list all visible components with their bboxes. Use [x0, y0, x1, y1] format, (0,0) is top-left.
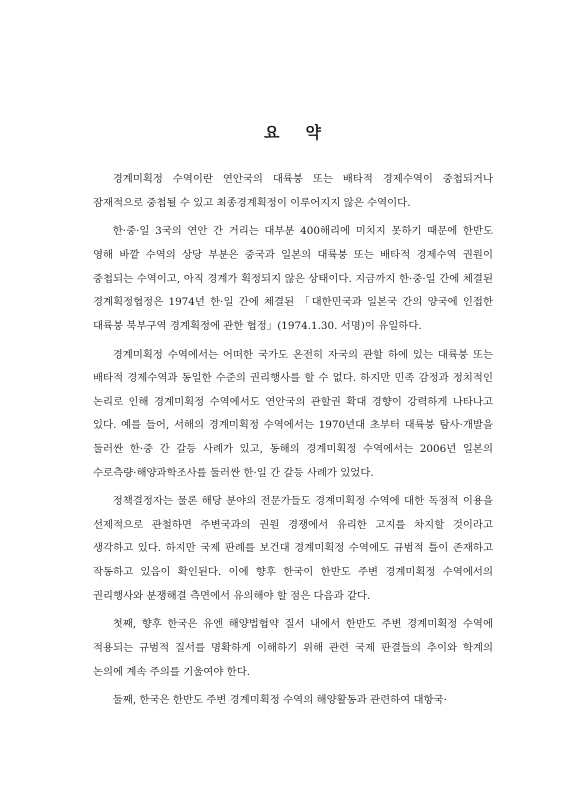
- summary-body: [93, 168, 493, 713]
- paragraph-background: 한·중·일 3국의 연안 간 거리는 대부분 400해리에 미치지 못하기 때문에 한반도 영해 바깥 수역의 상당 부분은 중국과 일본의 대륙붕 또는 배타적 경제수역 권원이 중첩되는 수역이고, 아직 경계가 획정되지 않은 상태이다. 지금까지 한·중·일 간에 체결된 경계획정협정은 1974년 한·일 간에 체결된 「대한민국과 일본국 간의 양국에 인접한 대륙붕 북부구역 경계획정에 관한 협정」(1974.1.30. 서명)이 유일하다.: [93, 225, 493, 332]
- page-title: [0, 120, 585, 143]
- paragraph-conflicts: 경계미획정 수역에서는 어떠한 국가도 온전히 자국의 관할 하에 있는 대륙붕 또는 배타적 경제수역과 동일한 수준의 권리행사를 할 수 없다. 하지만 민족 감정과 정치적인 논리로 인해 경계미획정 수역에서도 연안국의 관할권 확대 경향이 강력하게 나타나고 있다. 예를 들어, 서해의 경계미획정 수역에서는 1970년대 초부터 대륙붕 탐사·개발을 둘러싼 한·중 간 갈등 사례가 있고, 동해의 경계미획정 수역에서는 2006년 일본의 수로측량·해양과학조사를 둘러싼 한·일 간 갈등 사례가 있었다.: [93, 348, 493, 479]
- paragraph-second-point: 둘째, 한국은 한반도 주변 경계미획정 수역의 해양활동과 관련하여 대항국·: [112, 694, 447, 707]
- paragraph-first-point: 첫째, 향후 한국은 유엔 해양법협약 질서 내에서 한반도 주변 경계미획정 수역에 적용되는 규범적 질서를 명확하게 이해하기 위해 관련 국제 판결들의 추이와 학계의 논의에 계속 주의를 기울여야 한다.: [93, 618, 493, 678]
- title-char-1: 요: [264, 123, 280, 142]
- paragraph-definition: 경계미획정 수역이란 연안국의 대륙붕 또는 배타적 경제수역이 중첩되거나 잠재적으로 중첩될 수 있고 최종경계획정이 이루어지지 않은 수역이다.: [93, 173, 493, 209]
- paragraph-policy: 정책결정자는 물론 해당 분야의 전문가들도 경계미획정 수역에 대한 독점적 이용을 선제적으로 관철하면 주변국과의 권원 경쟁에서 유리한 고지를 차지할 것이라고 생각하고 있다. 하지만 국제 판례를 보건대 경계미획정 수역에도 규범적 틀이 존재하고 작동하고 있음이 확인된다. 이에 향후 한국이 한반도 주변 경계미획정 수역에서의 권리행사와 분쟁해결 측면에서 유의해야 할 점은 다음과 같다.: [93, 495, 493, 602]
- title-char-2: 약: [305, 123, 321, 142]
